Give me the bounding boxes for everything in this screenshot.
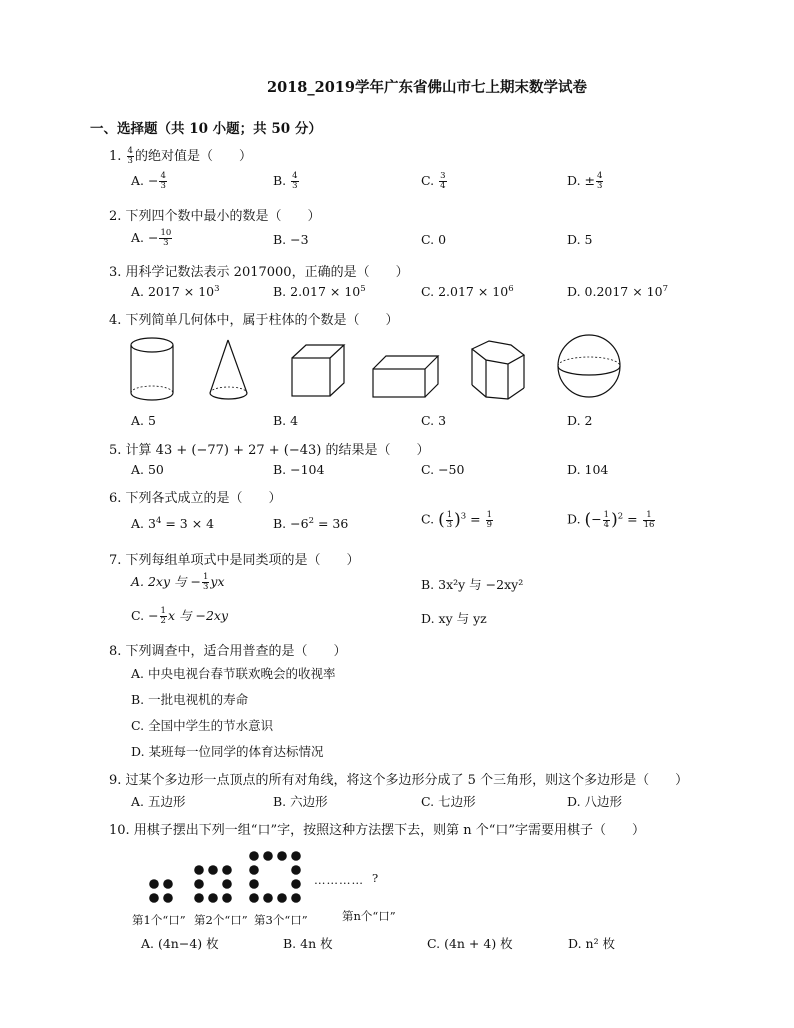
q10-dot-pattern-3-dot <box>249 865 259 875</box>
q1-option-b[interactable]: B. $\frac{4}{3}$ <box>273 171 298 191</box>
q2-option-b[interactable]: B. −3 <box>273 232 309 247</box>
q10-dot-pattern-3-dot <box>291 879 301 889</box>
q2-option-a[interactable]: A. − $\frac{10}{3}$ <box>131 228 172 248</box>
q6-option-a[interactable]: A. $3^4 = 3 \times 4$ <box>131 516 215 532</box>
q10-dot-pattern-3-dot <box>277 893 287 903</box>
q3-option-d[interactable]: D. $0.2017 \times 10^7$ <box>567 284 669 300</box>
q9-option-d[interactable]: D. 八边形 <box>567 794 623 809</box>
q7-option-b[interactable]: B. 3x²y 与 −2xy² <box>421 577 524 592</box>
q10-caption-1: 第1个“口” <box>132 913 186 927</box>
q6-option-d[interactable]: D. (− $\frac{1}{4}$ )$^2$ = $\frac{1}{16}$ <box>567 509 655 530</box>
q10-question-mark: ? <box>372 871 379 885</box>
sphere-icon <box>558 335 620 397</box>
page-title: 2018_2019学年广东省佛山市七上期末数学试卷 <box>267 79 587 96</box>
q10-option-d[interactable]: D. n² 枚 <box>568 936 616 951</box>
cylinder-icon <box>131 338 173 400</box>
q3-option-c[interactable]: C. $2.017 \times 10^6$ <box>421 284 514 300</box>
q8-option-c[interactable]: C. 全国中学生的节水意识 <box>131 718 274 733</box>
q1-fraction: $\frac{4}{3}$ <box>127 146 133 166</box>
q10-option-b[interactable]: B. 4n 枚 <box>283 936 333 951</box>
q1-stem: 的绝对值是（ ） <box>134 149 252 164</box>
q10-dot-pattern-3-dot <box>249 893 259 903</box>
cube-icon <box>292 345 344 396</box>
q1-option-a[interactable]: A. − $\frac{4}{3}$ <box>131 171 166 191</box>
q10-dot-pattern-2-dot <box>222 879 232 889</box>
question-6: 6. 下列各式成立的是（ ） <box>109 491 282 506</box>
q10-dot-pattern-3-dot <box>291 893 301 903</box>
q9-option-b[interactable]: B. 六边形 <box>273 794 328 809</box>
q7-option-d[interactable]: D. xy 与 yz <box>421 611 487 626</box>
q10-dot-pattern-3-dot <box>263 851 273 861</box>
q2-option-c[interactable]: C. 0 <box>421 232 447 247</box>
q7-option-a[interactable]: A. 2xy 与 − $\frac{1}{3}$ yx <box>131 572 225 592</box>
question-9: 9. 过某个多边形一点顶点的所有对角线，将这个多边形分成了 5 个三角形，则这个多边形是（ ） <box>109 773 689 788</box>
q4-option-a[interactable]: A. 5 <box>131 413 156 428</box>
q10-dot-pattern-3-dot <box>291 851 301 861</box>
q10-caption-n: 第n个“口” <box>342 909 396 923</box>
q8-option-d[interactable]: D. 某班每一位同学的体育达标情况 <box>131 744 324 759</box>
q10-dot-pattern-3-dot <box>291 865 301 875</box>
q10-dot-pattern-3-dot <box>277 851 287 861</box>
q10-dot-pattern-3-dot <box>249 879 259 889</box>
q6-option-c[interactable]: C. ( $\frac{1}{3}$ )$^3$ = $\frac{1}{9}$ <box>421 509 493 530</box>
q10-dot-pattern-2-dot <box>222 893 232 903</box>
q5-option-c[interactable]: C. −50 <box>421 462 465 477</box>
q10-dot-pattern-2-dot <box>194 893 204 903</box>
cone-icon <box>210 340 247 399</box>
q10-dot-patterns <box>149 851 301 903</box>
q8-option-a[interactable]: A. 中央电视台春节联欢晚会的收视率 <box>131 666 336 681</box>
q10-dot-pattern-2-dot <box>194 865 204 875</box>
q10-dot-pattern-2-dot <box>208 893 218 903</box>
q1-option-c[interactable]: C. $\frac{3}{4}$ <box>421 171 446 191</box>
q10-dot-pattern-2-dot <box>194 879 204 889</box>
q9-option-c[interactable]: C. 七边形 <box>421 794 476 809</box>
q4-option-c[interactable]: C. 3 <box>421 413 447 428</box>
q10-dot-pattern-2-dot <box>208 865 218 875</box>
q1-number: 1. <box>109 149 122 164</box>
question-5: 5. 计算 43 + (−77) + 27 + (−43) 的结果是（ ） <box>109 443 430 458</box>
q5-option-a[interactable]: A. 50 <box>131 462 164 477</box>
q5-option-d[interactable]: D. 104 <box>567 462 609 477</box>
q10-dot-pattern-1-dot <box>163 879 173 889</box>
q10-dot-pattern-3-dot <box>263 893 273 903</box>
q4-option-d[interactable]: D. 2 <box>567 413 593 428</box>
q9-option-a[interactable]: A. 五边形 <box>131 794 186 809</box>
q7-option-c[interactable]: C. − $\frac{1}{2}$ x 与 −2xy <box>131 606 229 626</box>
q10-option-a[interactable]: A. (4n−4) 枚 <box>141 936 219 951</box>
q10-dot-pattern-1-dot <box>149 893 159 903</box>
question-7: 7. 下列每组单项式中是同类项的是（ ） <box>109 553 360 568</box>
q3-option-b[interactable]: B. $2.017 \times 10^5$ <box>273 284 366 300</box>
q8-option-b[interactable]: B. 一批电视机的寿命 <box>131 692 249 707</box>
q5-option-b[interactable]: B. −104 <box>273 462 325 477</box>
q1-option-d[interactable]: D. ± $\frac{4}{3}$ <box>567 171 603 191</box>
question-10: 10. 用棋子摆出下列一组“口”字，按照这种方法摆下去，则第 n 个“口”字需要用棋子（ ） <box>109 823 646 838</box>
q10-dot-pattern-1-dot <box>149 879 159 889</box>
q3-option-a[interactable]: A. $2017 \times 10^3$ <box>131 284 220 300</box>
q10-dot-pattern-3-dot <box>249 851 259 861</box>
q10-dot-pattern-2-dot <box>222 865 232 875</box>
q6-option-b[interactable]: B. $-6^2 = 36$ <box>273 516 349 532</box>
question-8: 8. 下列调查中，适合用普查的是（ ） <box>109 644 347 659</box>
q10-dot-pattern-1-dot <box>163 893 173 903</box>
section-heading: 一、选择题（共 10 小题；共 50 分） <box>90 121 322 137</box>
question-2: 2. 下列四个数中最小的数是（ ） <box>109 209 321 224</box>
q10-caption-3: 第3个“口” <box>254 913 308 927</box>
q10-ellipsis: ………… <box>314 873 364 887</box>
q4-option-b[interactable]: B. 4 <box>273 413 299 428</box>
question-4: 4. 下列简单几何体中，属于柱体的个数是（ ） <box>109 313 399 328</box>
question-3: 3. 用科学记数法表示 2017000，正确的是（ ） <box>109 265 409 280</box>
hexagonal-prism-icon <box>472 341 524 399</box>
cuboid-icon <box>373 356 438 397</box>
q10-option-c[interactable]: C. (4n + 4) 枚 <box>427 936 513 951</box>
q10-caption-2: 第2个“口” <box>194 913 248 927</box>
q2-option-d[interactable]: D. 5 <box>567 232 593 247</box>
